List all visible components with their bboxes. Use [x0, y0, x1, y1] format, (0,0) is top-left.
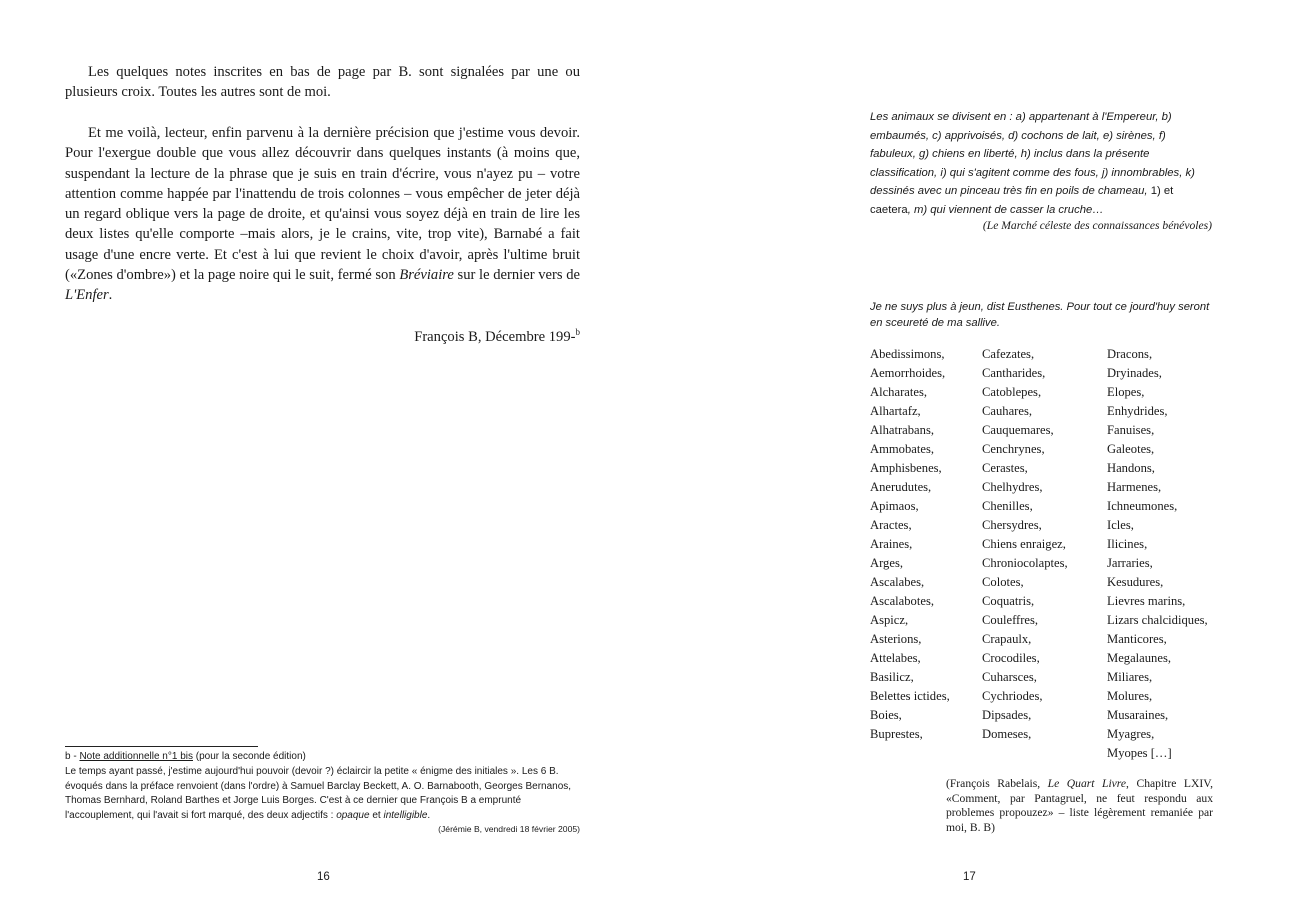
footnote-body: [65, 765, 581, 823]
right-page: [646, 0, 1292, 904]
list-item: Crocodiles,: [982, 651, 1040, 665]
list-item: Apimaos,: [870, 499, 919, 513]
list-item: Coquatris,: [982, 594, 1035, 608]
list-item: Chiens enraigez,: [982, 537, 1066, 551]
list-item: Cuharsces,: [982, 670, 1037, 684]
paragraph-text: .: [108, 287, 113, 304]
list-item: Ilicines,: [1107, 537, 1148, 551]
list-item: Galeotes,: [1107, 442, 1155, 456]
list-item: Buprestes,: [870, 727, 923, 741]
signature-text: François B, Décembre 199-: [414, 328, 576, 345]
paragraph-text: sur le dernier vers de: [453, 267, 580, 284]
list-item: Fanuises,: [1107, 423, 1155, 437]
list-item: Boies,: [870, 708, 902, 722]
list-item: Domeses,: [982, 727, 1032, 741]
footnote-text: Le temps ayant passé, j'estime aujourd'hui pouvoir (devoir ?) éclaircir la petite « énigme des initiales ». Les 6 B. évoqués dans la préface renvoient (dans l'ordre) à Samuel Barclay Beckett, A. O. Barnabooth, Georges Bernanos, Thomas Bernhard, Roland Barthes et Jorge Luis Borges. C'est à ce dernier que François B a emprunté l'accouplement, qui l'avait si fort marqué, des deux adjectifs :: [65, 766, 572, 821]
list-item: Chelhydres,: [982, 480, 1043, 494]
list-item: Molures,: [1107, 689, 1153, 703]
list-item: Ascalabes,: [870, 575, 925, 589]
credit-text: , Chapitre LXIV, «Comment, par Pantagruel, ne feut respondu aux problemes propouzez» – liste légèrement remaniée par moi, B. B): [946, 777, 1213, 835]
epigraph-text-end: , m) qui viennent de casser la cruche…: [907, 203, 1104, 216]
list-item: Elopes,: [1107, 385, 1145, 399]
list-item: Handons,: [1107, 461, 1155, 475]
page-number-right: 17: [963, 871, 976, 883]
credit-text: (François Rabelais,: [946, 777, 1048, 790]
list-item: Myopes […]: [1107, 746, 1172, 760]
footnote-heading: [65, 750, 581, 765]
list-item: Cerastes,: [982, 461, 1028, 475]
list-item: Enhydrides,: [1107, 404, 1168, 418]
list-item: Cauhares,: [982, 404, 1033, 418]
list-item: Alhatrabans,: [870, 423, 934, 437]
list-credit: [946, 777, 1213, 836]
intro-paragraph-1: Les quelques notes inscrites en bas de page par B. sont signalées par une ou plusieurs croix. Toutes les autres sont de moi.: [65, 64, 580, 101]
list-item: Colotes,: [982, 575, 1024, 589]
list-item: Dryinades,: [1107, 366, 1162, 380]
list-item: Icles,: [1107, 518, 1134, 532]
list-item: Myagres,: [1107, 727, 1155, 741]
list-item: Kesudures,: [1107, 575, 1164, 589]
list-item: Aemorrhoides,: [870, 366, 946, 380]
list-item: Cafezates,: [982, 347, 1035, 361]
animal-list-column-2: [982, 345, 1068, 744]
footnote-text: .: [427, 809, 431, 821]
list-item: Alhartafz,: [870, 404, 921, 418]
footnote-divider: [65, 746, 258, 747]
paragraph-text: Et me voilà, lecteur, enfin parvenu à la dernière précision que j'estime vous devoir. Pour l'exergue double que vous allez découvrir dans quelques instants (à moins que, suspendant la lecture de la phrase que je suis en train d'écrire, vous n'ayez pu – votre attention comme happée par l'inattendu de trois colonnes – vous empêcher de jeter déjà un regard oblique vers la page de droite, et qu'ainsi vous soyez déjà en train de lire les deux listes qu'elle comporte –mais alors, je le crains, vite, trop vite), Barnabé a fait usage d'une encre verte. Et c'est à lui que revient le choix d'avoir, après l'ultime bruit («Zones d'ombre») et la page noire qui le suit, fermé son: [65, 125, 580, 284]
list-item: Alcharates,: [870, 385, 927, 399]
epigraph-borges: [870, 108, 1212, 220]
footnote-marker: b: [575, 327, 580, 337]
list-item: Manticores,: [1107, 632, 1167, 646]
animal-list-column-3: [1107, 345, 1208, 763]
list-item: Megalaunes,: [1107, 651, 1171, 665]
list-item: Lievres marins,: [1107, 594, 1186, 608]
footnote-text: et: [369, 809, 384, 821]
intro-paragraph-2: [65, 123, 580, 306]
animal-list-column-1: [870, 345, 950, 744]
list-item: Chroniocolaptes,: [982, 556, 1068, 570]
list-item: Anerudutes,: [870, 480, 932, 494]
list-item: Lizars chalcidiques,: [1107, 613, 1208, 627]
list-item: Ammobates,: [870, 442, 935, 456]
list-item: Ichneumones,: [1107, 499, 1178, 513]
list-item: Harmenes,: [1107, 480, 1162, 494]
title-breviaire: Bréviaire: [399, 267, 454, 284]
list-item: Belettes ictides,: [870, 689, 950, 703]
list-item: Cauquemares,: [982, 423, 1054, 437]
list-item: Miliares,: [1107, 670, 1153, 684]
list-item: Amphisbenes,: [870, 461, 942, 475]
footnote-subtitle: (pour la seconde édition): [192, 751, 306, 762]
list-item: Attelabes,: [870, 651, 921, 665]
footnote-title: Note additionnelle n°1 bis: [79, 751, 193, 762]
list-item: Arges,: [870, 556, 903, 570]
list-item: Aractes,: [870, 518, 912, 532]
footnote-prefix: b -: [65, 751, 80, 762]
list-item: Aspicz,: [870, 613, 909, 627]
list-item: Abedissimons,: [870, 347, 945, 361]
list-item: Dracons,: [1107, 347, 1153, 361]
list-item: Cenchrynes,: [982, 442, 1045, 456]
epigraph-upright-text: 1) et caetera: [870, 185, 1174, 216]
list-item: Asterions,: [870, 632, 922, 646]
author-signature: [414, 327, 580, 346]
list-item: Jarraries,: [1107, 556, 1153, 570]
list-item: Basilicz,: [870, 670, 914, 684]
list-item: Cychriodes,: [982, 689, 1043, 703]
epigraph-text: Les animaux se divisent en : a) appartenant à l'Empereur, b) embaumés, c) apprivoisés, d) cochons de lait, e) sirènes, f) fabuleux, g) chiens en liberté, h) inclus dans la présente classification, i) qui s'agitent comme des fous, j) innombrables, k) dessinés avec un pinceau très fin en poils de chameau,: [870, 111, 1195, 198]
list-item: Chersydres,: [982, 518, 1042, 532]
page-number-left: 16: [317, 871, 330, 883]
list-item: Dipsades,: [982, 708, 1032, 722]
list-item: Chenilles,: [982, 499, 1033, 513]
adjective-1: opaque: [336, 809, 370, 821]
adjective-2: intelligible: [383, 809, 428, 821]
list-item: Ascalabotes,: [870, 594, 934, 608]
list-item: Araines,: [870, 537, 913, 551]
list-item: Cantharides,: [982, 366, 1046, 380]
list-item: Couleffres,: [982, 613, 1039, 627]
list-item: Catoblepes,: [982, 385, 1042, 399]
epigraph-rabelais: Je ne suys plus à jeun, dist Eusthenes. Pour tout ce jourd'huy seront en sceureté de ma sallive.: [870, 301, 1210, 329]
list-item: Crapaulx,: [982, 632, 1032, 646]
footnote-signature: (Jérémie B, vendredi 18 février 2005): [438, 824, 580, 834]
epigraph-source: (Le Marché céleste des connaissances bénévoles): [982, 219, 1212, 232]
title-enfer: L'Enfer: [65, 287, 109, 304]
book-title: Le Quart Livre: [1047, 777, 1127, 790]
list-item: Musaraines,: [1107, 708, 1169, 722]
